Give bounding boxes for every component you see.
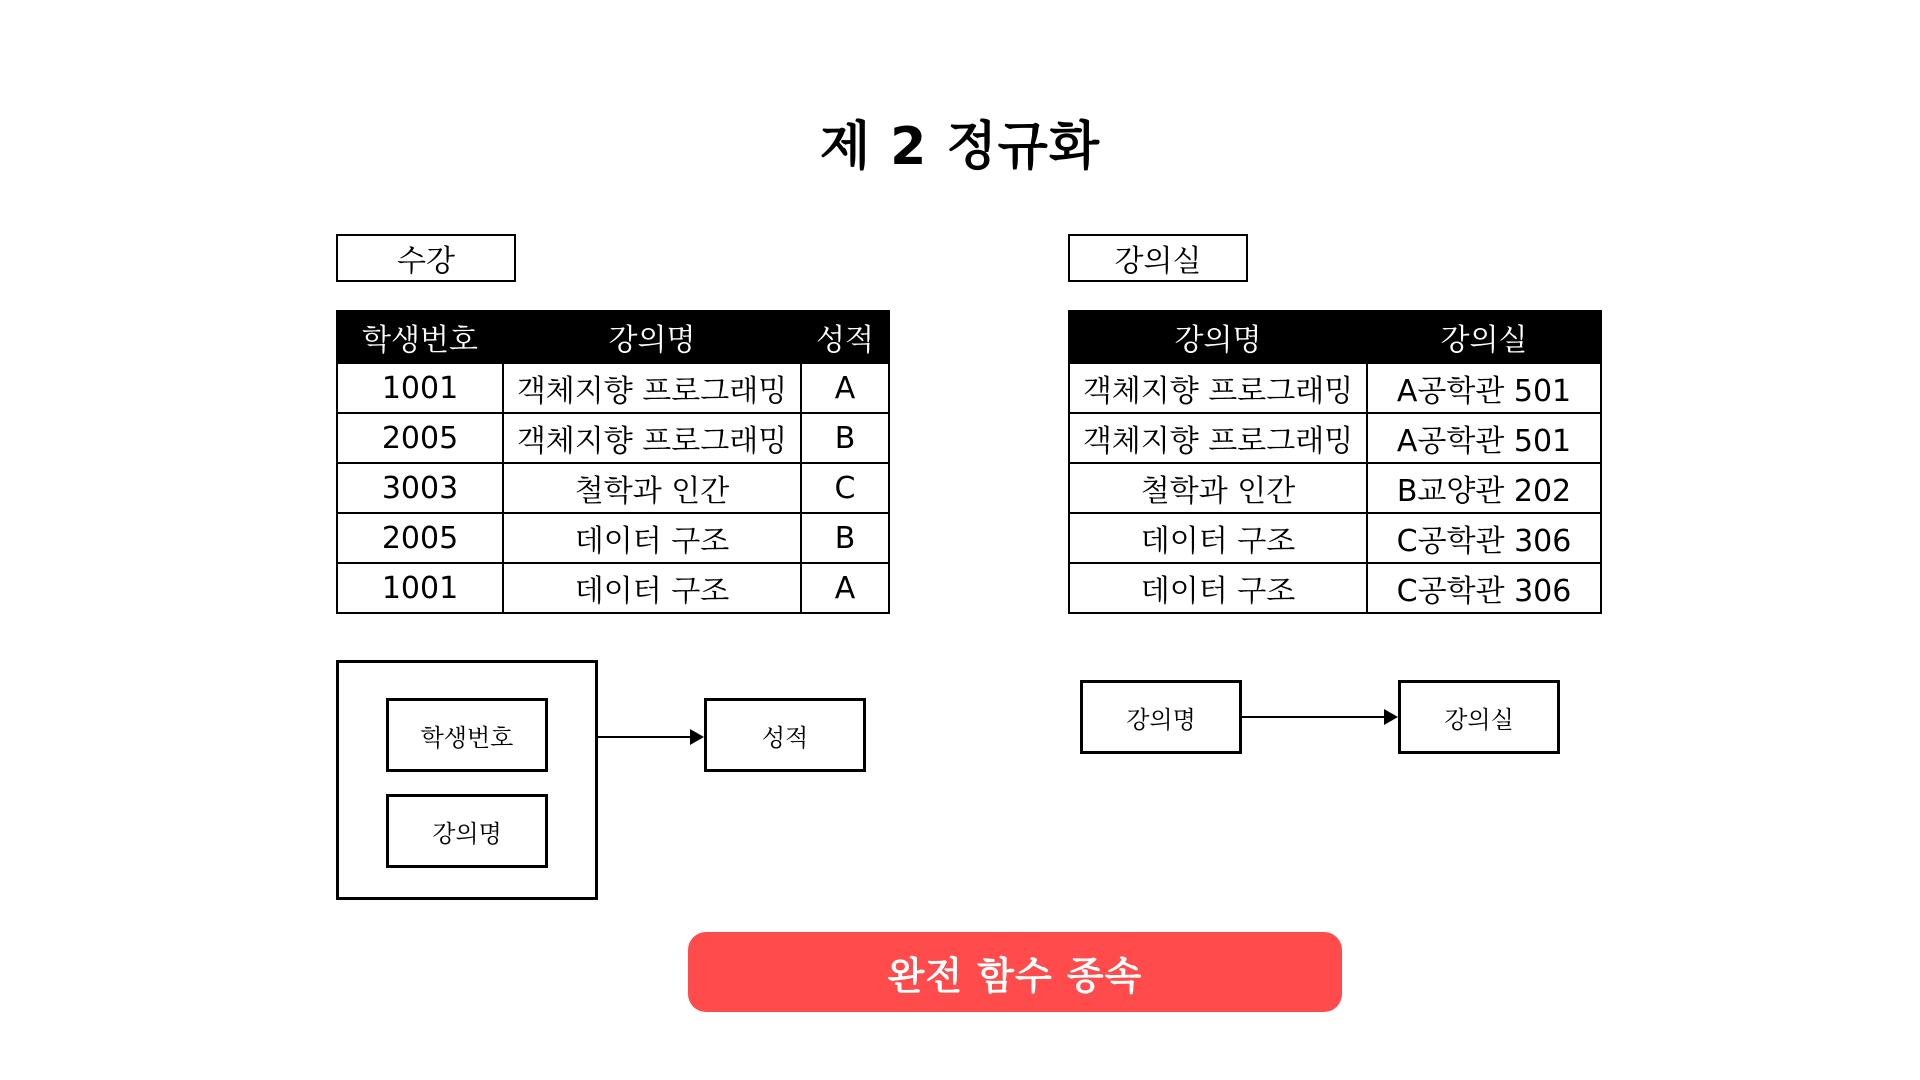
table-cell: 객체지향 프로그래밍: [503, 413, 801, 463]
table-row: [1069, 513, 1601, 563]
table-cell: 데이터 구조: [1069, 563, 1367, 613]
table-row: [337, 413, 889, 463]
table-row: [337, 563, 889, 613]
table-cell: 3003: [337, 463, 503, 513]
key-box-student-id: 학생번호: [386, 698, 548, 772]
table-cell: A공학관 501: [1367, 413, 1601, 463]
table-cell: 철학과 인간: [503, 463, 801, 513]
table-row: [337, 513, 889, 563]
table-cell: A: [801, 563, 889, 613]
table-cell: C: [801, 463, 889, 513]
table-cell: 객체지향 프로그래밍: [1069, 413, 1367, 463]
table-cell: B: [801, 413, 889, 463]
key-box-course-name: 강의명: [1080, 680, 1242, 754]
dependent-box-room: 강의실: [1398, 680, 1560, 754]
table-cell: 1001: [337, 363, 503, 413]
table-cell: 2005: [337, 513, 503, 563]
table-cell: 데이터 구조: [503, 513, 801, 563]
table-cell: B: [801, 513, 889, 563]
table-cell: 1001: [337, 563, 503, 613]
dependency-arrow: [598, 736, 702, 738]
table-row: [337, 463, 889, 513]
column-header: 성적: [801, 311, 889, 363]
table-cell: 객체지향 프로그래밍: [503, 363, 801, 413]
column-header: 강의실: [1367, 311, 1601, 363]
table-row: [337, 363, 889, 413]
key-box-course-name: 강의명: [386, 794, 548, 868]
table-cell: C공학관 306: [1367, 513, 1601, 563]
table-cell: 2005: [337, 413, 503, 463]
column-header: 강의명: [1069, 311, 1367, 363]
table-row: [1069, 463, 1601, 513]
table-cell: A공학관 501: [1367, 363, 1601, 413]
right-table-label: 강의실: [1068, 234, 1248, 282]
column-header: 강의명: [503, 311, 801, 363]
left-table-label: 수강: [336, 234, 516, 282]
column-header: 학생번호: [337, 311, 503, 363]
table-header-row: [337, 311, 889, 363]
left-table: [336, 310, 890, 614]
table-row: [1069, 563, 1601, 613]
table-cell: 객체지향 프로그래밍: [1069, 363, 1367, 413]
table-row: [1069, 413, 1601, 463]
table-header-row: [1069, 311, 1601, 363]
full-functional-dependency-banner: 완전 함수 종속: [688, 932, 1342, 1012]
dependent-box-grade: 성적: [704, 698, 866, 772]
table-cell: B교양관 202: [1367, 463, 1601, 513]
table-cell: 철학과 인간: [1069, 463, 1367, 513]
page-title: 제 2 정규화: [819, 117, 1101, 177]
dependency-arrow: [1242, 716, 1396, 718]
table-cell: 데이터 구조: [503, 563, 801, 613]
table-cell: A: [801, 363, 889, 413]
table-cell: 데이터 구조: [1069, 513, 1367, 563]
right-table: [1068, 310, 1602, 614]
table-row: [1069, 363, 1601, 413]
table-cell: C공학관 306: [1367, 563, 1601, 613]
